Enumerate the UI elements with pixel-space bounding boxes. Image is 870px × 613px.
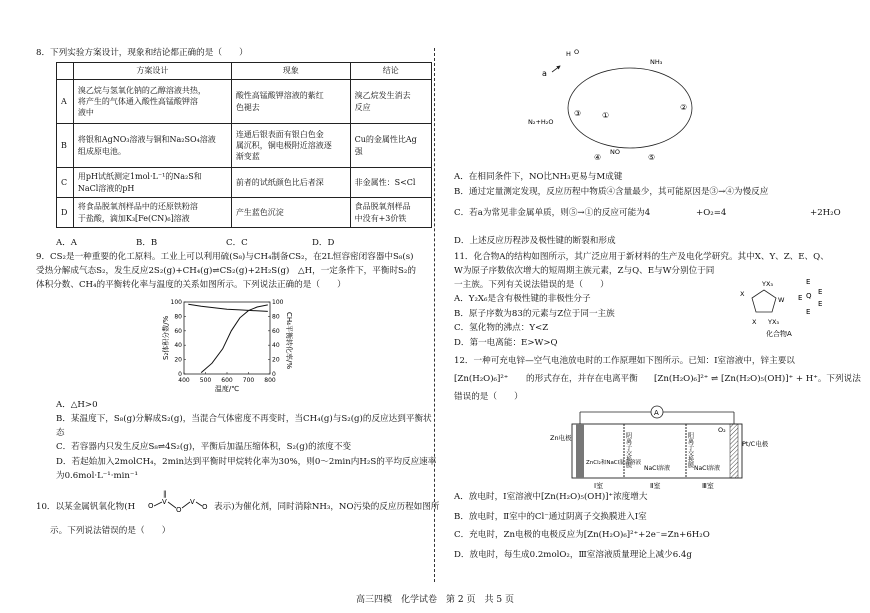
svg-text:V: V bbox=[190, 498, 195, 506]
svg-text:YX₃: YX₃ bbox=[762, 280, 774, 288]
svg-text:X: X bbox=[752, 318, 757, 326]
row-label: A bbox=[57, 80, 74, 124]
q8-table bbox=[56, 62, 432, 228]
x-tick-label: 800 bbox=[264, 377, 276, 384]
y-axis-label-right: CH₄平衡转化率/% bbox=[285, 312, 293, 369]
room-1: Ⅰ室 bbox=[594, 482, 604, 490]
q8-option-d: D．D bbox=[312, 238, 335, 248]
phenomenon-cell: 产生蓝色沉淀 bbox=[231, 198, 350, 228]
room-3: Ⅲ室 bbox=[702, 482, 714, 490]
q9-line: 体积分数、CH₄的平衡转化率与温度的关系如图所示。下列说法正确的是（ ） bbox=[36, 280, 346, 290]
battery-diagram bbox=[550, 400, 769, 490]
q9-option: 态 bbox=[56, 428, 65, 438]
q9-option: D．若起始加入2molCH₄，2min达到平衡时甲烷转化率为30%，则0～2min内H₂S的平均反应速率 bbox=[56, 457, 437, 467]
y-tick-label-left: 100 bbox=[170, 299, 182, 306]
q11-option: D．第一电离能：E>W>Q bbox=[454, 338, 558, 348]
q9-line: 受热分解成气态S₂，发生反应2S₂(g)+CH₄(g)⇌CS₂(g)+2H₂S(g) △H，一定条件下，平衡时S₂的 bbox=[36, 266, 416, 276]
q11-option: B．原子序数为83的元素与Z位于同一主族 bbox=[454, 309, 615, 319]
compound-caption: 化合物A bbox=[766, 330, 792, 338]
row-label: C bbox=[57, 168, 74, 198]
reaction-cycle-diagram bbox=[530, 46, 730, 166]
q8-option-b: B．B bbox=[136, 238, 158, 248]
svg-text:Q: Q bbox=[806, 292, 812, 300]
y-tick-label-right: 40 bbox=[272, 342, 280, 350]
svg-text:E: E bbox=[806, 278, 811, 286]
svg-text:W: W bbox=[778, 296, 785, 304]
o2-label: O₂ bbox=[718, 426, 726, 434]
svg-text:E: E bbox=[806, 308, 811, 316]
q10-line: 10．以某金属钒氧化物(H bbox=[36, 502, 136, 512]
y-tick-label-left: 0 bbox=[178, 371, 182, 378]
q8-stem: 8．下列实验方案设计，现象和结论都正确的是（ ） bbox=[36, 48, 248, 58]
q12-line: 12．一种可充电锌—空气电池放电时的工作原理如下图所示。已知：Ⅰ室溶液中，锌主要以 bbox=[454, 356, 795, 366]
phenomenon-cell: 前者的试纸颜色比后者深 bbox=[231, 168, 350, 198]
q10-option-c-tail2: +2H₂O bbox=[810, 208, 841, 218]
conclusion-cell: 非金属性：S<Cl bbox=[350, 168, 431, 198]
svg-text:X: X bbox=[740, 290, 745, 298]
table-header: 结论 bbox=[350, 63, 431, 80]
x-tick-label: 400 bbox=[178, 377, 190, 384]
y-tick-label-left: 40 bbox=[174, 342, 182, 350]
cycle-label-1: ① bbox=[602, 111, 610, 120]
q10-option: C．若a为常见非金属单质，则⑤→①的反应可能为4 bbox=[454, 208, 651, 218]
anion-membrane-label: 阴离子交换膜 bbox=[624, 432, 632, 468]
phenomenon-cell: 连通后银表面有银白色金 属沉积，铜电极附近溶液逐 渐变蓝 bbox=[231, 124, 350, 168]
svg-text:V: V bbox=[162, 498, 167, 506]
cycle-label-3: ③ bbox=[574, 109, 582, 118]
x-axis-label: 温度/℃ bbox=[214, 385, 240, 393]
svg-text:YX₃: YX₃ bbox=[768, 318, 780, 326]
q10-option-c-tail: +O₂=4 bbox=[696, 208, 727, 218]
design-cell: 溴乙烷与氢氧化钠的乙醇溶液共热， 将产生的气体通入酸性高锰酸钾溶 液中 bbox=[73, 80, 231, 124]
series-line-right bbox=[201, 305, 268, 373]
y-tick-label-right: 100 bbox=[272, 299, 284, 306]
svg-text:E: E bbox=[798, 294, 803, 302]
q10-line: 表示)为催化剂，同时消除NH₃，NO污染的反应历程如图所 bbox=[214, 502, 440, 512]
cycle-n2-h2o: N₂+H₂O bbox=[528, 118, 554, 126]
q12-option: C．充电时，Zn电极的电极反应为[Zn(H₂O)₆]²⁺+2e⁻=Zn+6H₂O bbox=[454, 530, 710, 540]
q9-option: 为0.6mol·L⁻¹·min⁻¹ bbox=[56, 471, 138, 481]
q10-option: A．在相同条件下，NO比NH₃更易与M成键 bbox=[454, 172, 623, 182]
catalyst-structure bbox=[146, 492, 216, 516]
y-tick-label-left: 60 bbox=[174, 327, 182, 335]
table-header bbox=[57, 63, 74, 80]
ammeter-label: A bbox=[654, 409, 659, 417]
ptc-electrode-label: Pt/C电极 bbox=[742, 440, 769, 448]
y-tick-label-left: 80 bbox=[174, 313, 182, 321]
q12-option: A．放电时，Ⅰ室溶液中[Zn(H₂O)₅(OH)]⁺浓度增大 bbox=[454, 492, 648, 502]
q9-option: C．若容器内只发生反应S₈⇌4S₂(g)，平衡后加温压缩体积，S₂(g)的浓度不变 bbox=[56, 442, 352, 452]
q9-option: A．△H>0 bbox=[56, 400, 98, 410]
cycle-label-4: ④ bbox=[594, 153, 602, 162]
q12-option: D．放电时，每生成0.2molO₂，Ⅲ室溶液质量理论上减少6.4g bbox=[454, 550, 692, 560]
q8-option-c: C．C bbox=[226, 238, 248, 248]
q9-option: B．某温度下，S₈(g)分解成S₂(g)，当混合气体密度不再变时，当CH₄(g)与S₂(g)的反应达到平衡状 bbox=[56, 414, 432, 424]
x-tick-label: 600 bbox=[221, 377, 233, 384]
table-header: 现象 bbox=[231, 63, 350, 80]
q10-option: D．上述反应历程涉及极性键的断裂和形成 bbox=[454, 236, 616, 246]
cycle-o: O bbox=[574, 48, 580, 56]
y-axis-label-left: S₂体积分数/% bbox=[162, 315, 170, 360]
q12-option: B．放电时，Ⅱ室中的Cl⁻通过阴离子交换膜进入Ⅰ室 bbox=[454, 512, 647, 522]
q9-line: 9．CS₂是一种重要的化工原料。工业上可以利用硫(S₈)与CH₄制备CS₂，在2L恒容密闭容器中S₈(s) bbox=[36, 252, 414, 262]
conclusion-cell: Cu的金属性比Ag 强 bbox=[350, 124, 431, 168]
svg-text:E: E bbox=[818, 300, 823, 308]
design-cell: 将食品脱氧剂样品中的还原铁粉溶 于盐酸，滴加K₃[Fe(CN)₆]溶液 bbox=[73, 198, 231, 228]
conclusion-cell: 溴乙烷发生消去 反应 bbox=[350, 80, 431, 124]
q9-chart bbox=[162, 296, 292, 406]
cycle-label-5: ⑤ bbox=[648, 153, 656, 162]
q12-line: 的形式存在，并存在电离平衡 bbox=[526, 374, 638, 384]
plot-frame bbox=[184, 302, 270, 374]
design-cell: 将银和AgNO₃溶液与铜和Na₂SO₄溶液 组成原电池。 bbox=[73, 124, 231, 168]
svg-text:E: E bbox=[818, 288, 823, 296]
cycle-label-a: a bbox=[542, 69, 547, 78]
column-divider bbox=[434, 48, 435, 582]
phenomenon-cell: 酸性高锰酸钾溶液的紫红 色褪去 bbox=[231, 80, 350, 124]
row-label: B bbox=[57, 124, 74, 168]
solution-3: NaCl溶液 bbox=[694, 465, 721, 472]
svg-text:‖: ‖ bbox=[163, 490, 167, 498]
solution-2: NaCl溶液 bbox=[644, 465, 671, 472]
design-cell: 用pH试纸测定1mol·L⁻¹的Na₂S和 NaCl溶液的pH bbox=[73, 168, 231, 198]
cycle-h: H bbox=[566, 50, 571, 58]
solution-1: ZnCl₂和NaCl混合溶液 bbox=[586, 460, 642, 466]
y-tick-label-right: 0 bbox=[272, 371, 276, 378]
y-tick-label-right: 60 bbox=[272, 327, 280, 335]
cycle-nh3: NH₃ bbox=[650, 58, 663, 66]
y-tick-label-right: 20 bbox=[272, 356, 280, 364]
compound-a-structure bbox=[722, 266, 832, 336]
cycle-no: NO bbox=[610, 148, 620, 156]
cation-membrane-label: 阳离子交换膜 bbox=[686, 432, 694, 468]
q11-option: A．Y₂X₆是含有极性键的非极性分子 bbox=[454, 294, 591, 304]
q11-line: W为原子序数依次增大的短周期主族元素，Z与Q、E与W分别位于同 bbox=[454, 266, 715, 276]
svg-text:O: O bbox=[148, 502, 154, 510]
conclusion-cell: 食品脱氧剂样品 中没有+3价铁 bbox=[350, 198, 431, 228]
q12-equilibrium: [Zn(H₂O)₆]²⁺ ⇌ [Zn(H₂O)₅(OH)]⁺ + H⁺。下列说法 bbox=[654, 374, 861, 384]
q11-line: 一主族。下列有关说法错误的是（ ） bbox=[454, 280, 609, 290]
x-tick-label: 700 bbox=[242, 377, 255, 384]
q8-option-a: A．A bbox=[56, 238, 78, 248]
y-tick-label-left: 20 bbox=[174, 356, 182, 364]
y-tick-label-right: 80 bbox=[272, 313, 280, 321]
right-column bbox=[442, 0, 870, 613]
svg-text:O: O bbox=[202, 503, 208, 511]
svg-text:O: O bbox=[176, 506, 182, 514]
q10-line: 示。下列说法错误的是（ ） bbox=[50, 526, 171, 536]
q12-line: 错误的是（ ） bbox=[454, 392, 523, 402]
table-header: 方案设计 bbox=[73, 63, 231, 80]
q12-ion: [Zn(H₂O)₆]²⁺ bbox=[454, 374, 509, 384]
zn-electrode-label: Zn电极 bbox=[550, 434, 572, 442]
row-label: D bbox=[57, 198, 74, 228]
cycle-label-2: ② bbox=[680, 103, 688, 112]
room-2: Ⅱ室 bbox=[650, 482, 661, 490]
q10-option: B．通过定量测定发现，反应历程中物质④含量最少，其可能原因是③→④为慢反应 bbox=[454, 187, 769, 197]
x-tick-label: 500 bbox=[199, 377, 212, 384]
page-footer: 高三四模 化学试卷 第 2 页 共 5 页 bbox=[356, 595, 514, 605]
q11-option: C．氢化物的沸点：Y<Z bbox=[454, 323, 549, 333]
q11-line: 11．化合物A的结构如图所示，其广泛应用于新材料的生产及电化学研究。其中X、Y、Z、E、Q、 bbox=[454, 252, 829, 262]
